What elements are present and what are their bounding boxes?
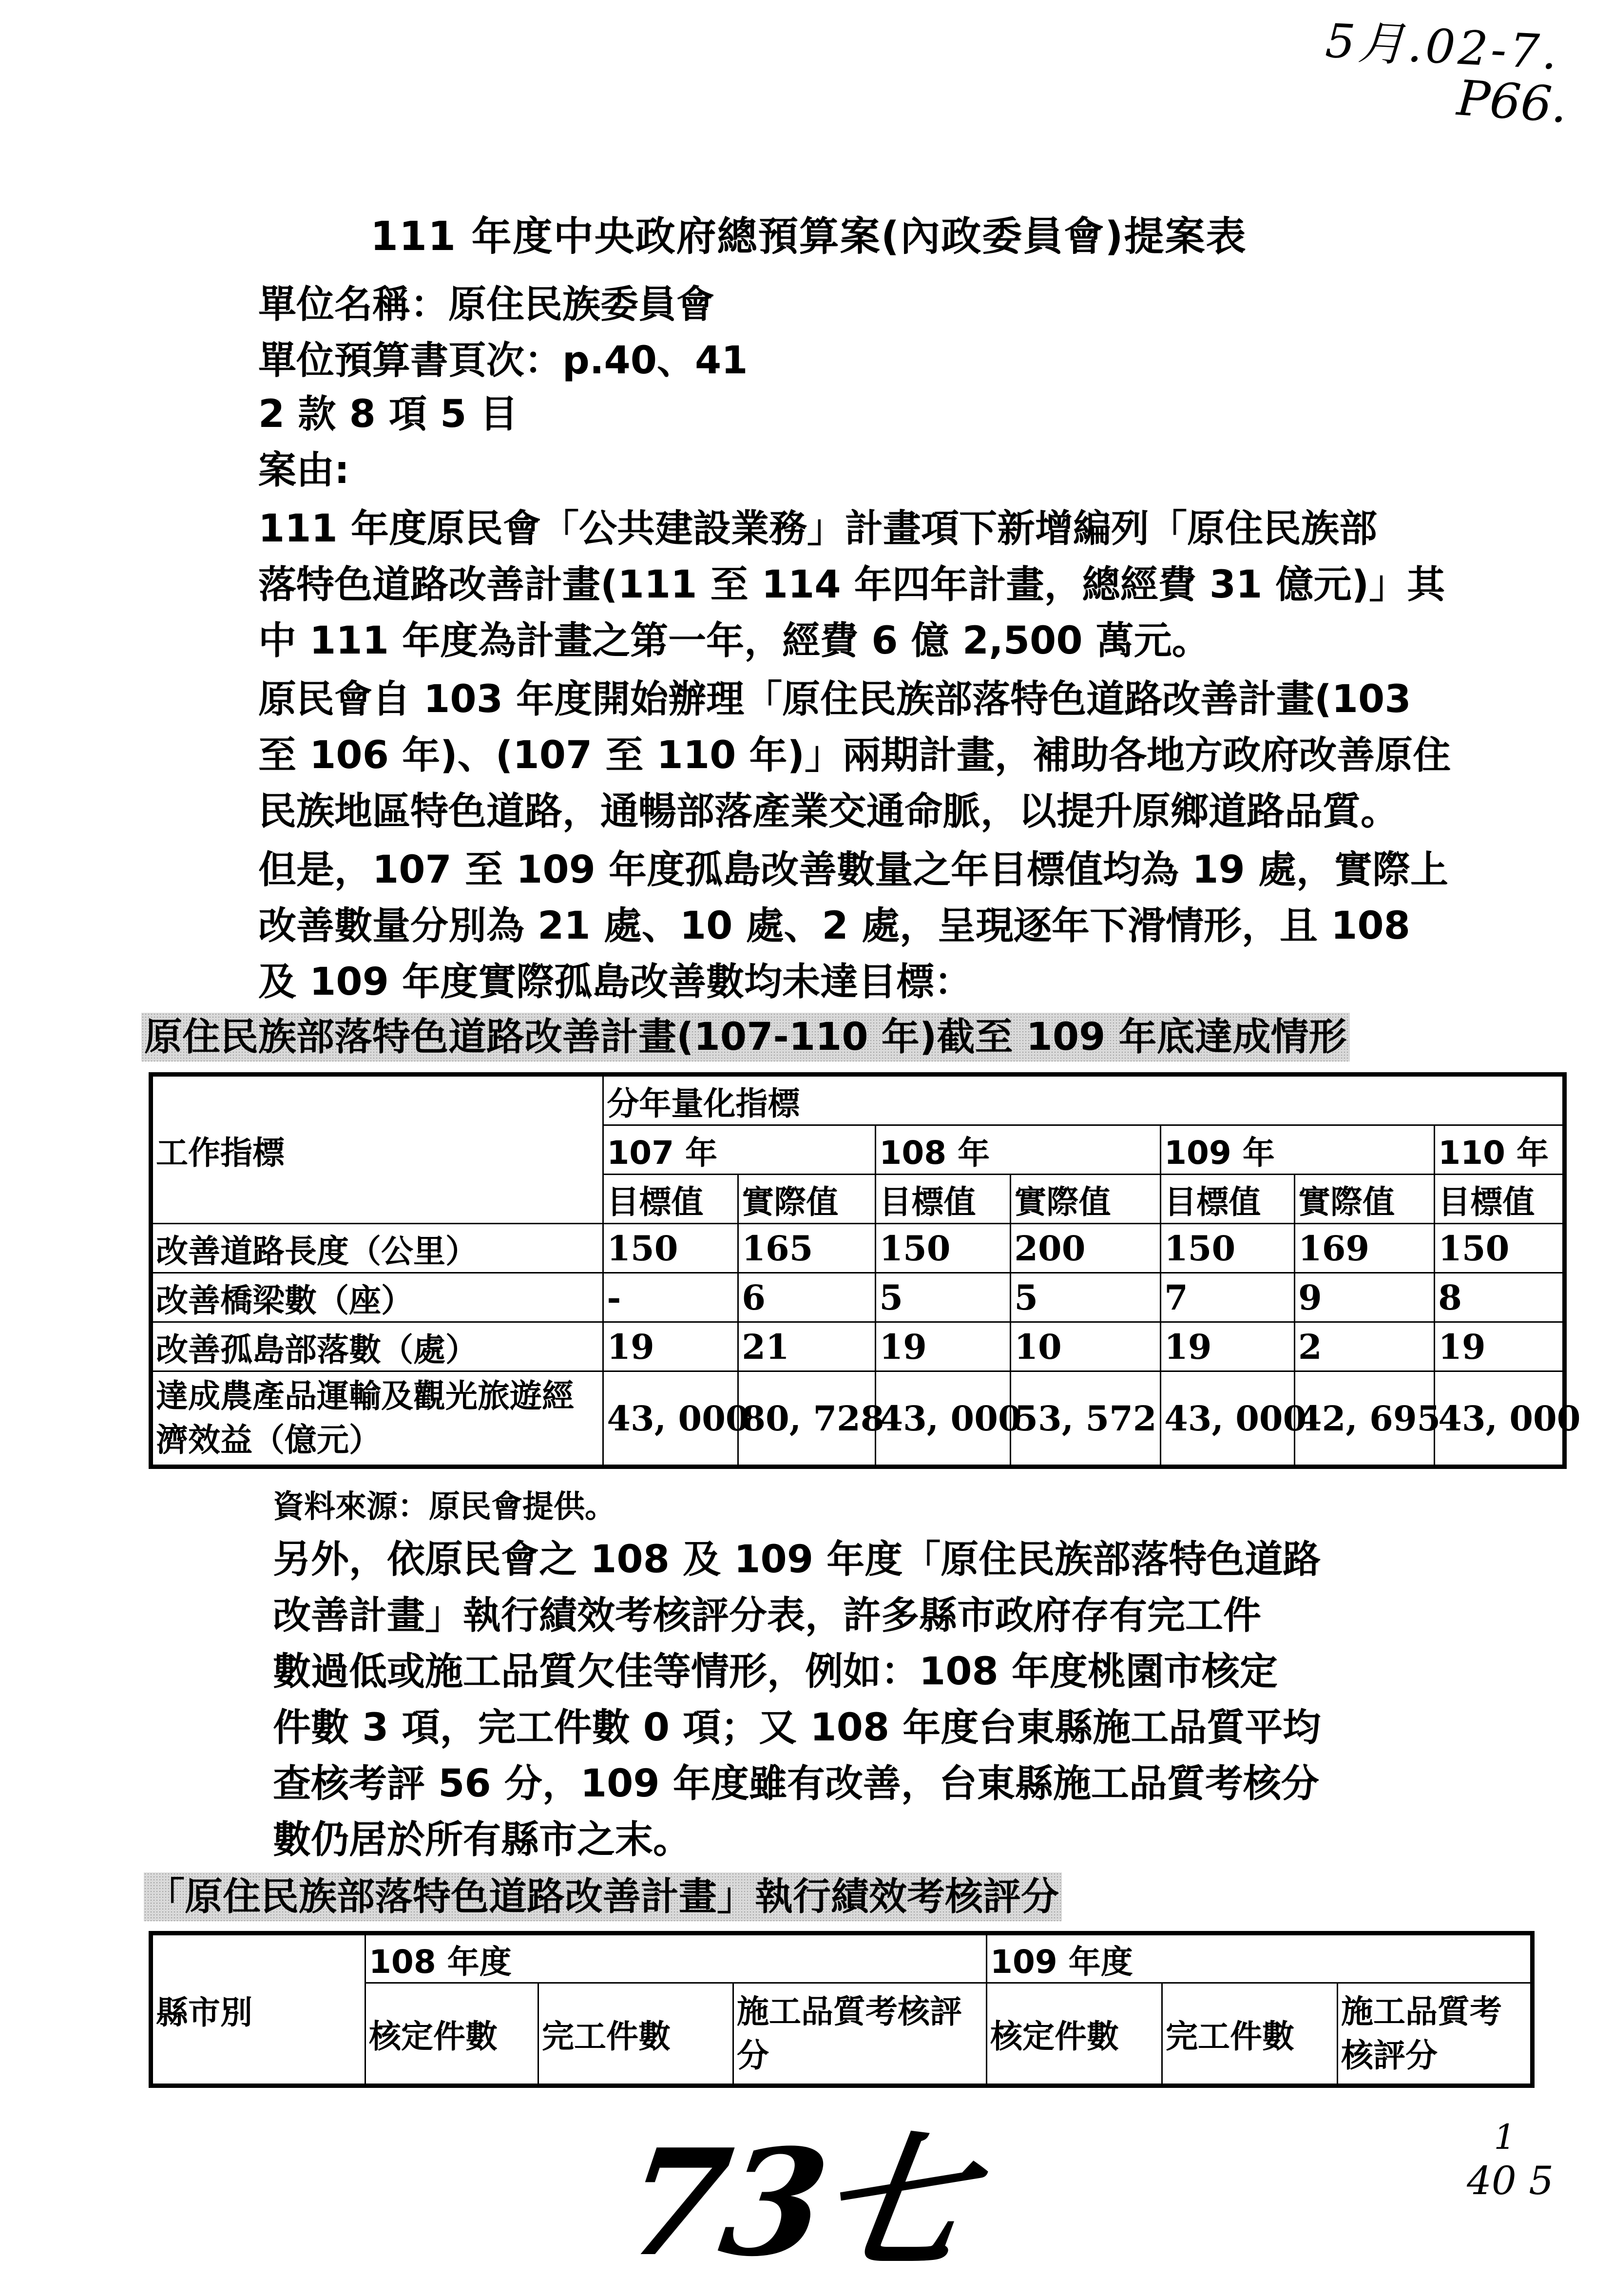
item-code: 2 款 8 項 5 目 (258, 392, 518, 436)
cell: 150 (1435, 1224, 1565, 1273)
cell: 2 (1294, 1322, 1434, 1371)
sub-header: 目標值 (1435, 1175, 1565, 1224)
sub-header: 核定件數 (365, 1983, 538, 2086)
sub-header: 實際值 (738, 1175, 876, 1224)
cell: 80, 728 (738, 1371, 876, 1467)
cell: 53, 572 (1011, 1371, 1161, 1467)
row-label: 改善孤島部落數（處） (151, 1322, 603, 1371)
row-label: 達成農產品運輸及觀光旅遊經濟效益（億元） (151, 1371, 603, 1467)
cell: 150 (603, 1224, 738, 1273)
cell: 43, 000 (603, 1371, 738, 1467)
sub-header: 目標值 (603, 1175, 738, 1224)
unit-name: 單位名稱：原住民族委員會 (258, 283, 715, 327)
year-header: 109 年度 (987, 1933, 1533, 1983)
cell: 43, 000 (1435, 1371, 1565, 1467)
sub-header: 實際值 (1011, 1175, 1161, 1224)
table-row (151, 1224, 1565, 1273)
handwritten-date-stamp: 5月.02-7. (1324, 13, 1561, 80)
cell: 5 (1011, 1273, 1161, 1322)
sub-header: 目標值 (876, 1175, 1011, 1224)
body-line: 改善數量分別為 21 處、10 處、2 處，呈現逐年下滑情形，且 108 (258, 904, 1410, 948)
sub-header: 核定件數 (987, 1983, 1162, 2086)
row-label: 改善橋梁數（座） (151, 1273, 603, 1322)
body-line: 中 111 年度為計畫之第一年，經費 6 億 2,500 萬元。 (258, 619, 1210, 663)
achievement-table (149, 1072, 1581, 1469)
fraction-denominator: 40 5 (1467, 2158, 1554, 2203)
cell: 5 (876, 1273, 1011, 1322)
cell: 8 (1435, 1273, 1565, 1322)
table1-caption: 原住民族部落特色道路改善計畫(107-110 年)截至 109 年底達成情形 (141, 1013, 1350, 1061)
fraction-numerator: 1 (1494, 2117, 1516, 2157)
cell: 169 (1294, 1224, 1434, 1273)
row-header-label: 工作指標 (151, 1075, 603, 1224)
body-line: 數仍居於所有縣市之末。 (273, 1818, 691, 1862)
cell: - (603, 1273, 738, 1322)
body-line: 件數 3 項，完工件數 0 項；又 108 年度台東縣施工品質平均 (273, 1706, 1321, 1750)
sub-header: 目標值 (1161, 1175, 1295, 1224)
body-line: 至 106 年)、(107 至 110 年)」兩期計畫，補助各地方政府改善原住 (258, 733, 1451, 777)
table-row (151, 1273, 1565, 1322)
cell: 42, 695 (1294, 1371, 1434, 1467)
budget-pages: 單位預算書頁次：p.40、41 (258, 339, 748, 383)
cell: 6 (738, 1273, 876, 1322)
reason-label: 案由: (258, 448, 350, 492)
body-line: 數過低或施工品質欠佳等情形，例如：108 年度桃園市核定 (273, 1650, 1278, 1694)
cell: 19 (876, 1322, 1011, 1371)
document-title: 111 年度中央政府總預算案(內政委員會)提案表 (370, 213, 1247, 260)
body-line: 原民會自 103 年度開始辦理「原住民族部落特色道路改善計畫(103 (258, 677, 1411, 721)
cell: 150 (1161, 1224, 1295, 1273)
body-line: 及 109 年度實際孤島改善數均未達目標： (258, 960, 973, 1004)
performance-score-table (149, 1931, 1535, 2088)
sub-header: 完工件數 (1162, 1983, 1338, 2086)
sub-header: 實際值 (1294, 1175, 1434, 1224)
year-header: 109 年 (1161, 1125, 1435, 1175)
year-header: 110 年 (1435, 1125, 1565, 1175)
body-line: 改善計畫」執行績效考核評分表，許多縣市政府存有完工件 (273, 1594, 1262, 1638)
cell: 43, 000 (876, 1371, 1011, 1467)
sub-header: 施工品質考核評分 (733, 1983, 987, 2086)
cell: 200 (1011, 1224, 1161, 1273)
table2-caption: 「原住民族部落特色道路改善計畫」執行績效考核評分 (144, 1872, 1062, 1921)
table-row (151, 1371, 1565, 1467)
source-note: 資料來源：原民會提供。 (273, 1489, 616, 1525)
body-line: 但是，107 至 109 年度孤島改善數量之年目標值均為 19 處，實際上 (258, 848, 1448, 892)
body-line: 另外，依原民會之 108 及 109 年度「原住民族部落特色道路 (273, 1538, 1321, 1582)
cell: 10 (1011, 1322, 1161, 1371)
cell: 19 (1435, 1322, 1565, 1371)
cell: 165 (738, 1224, 876, 1273)
body-line: 落特色道路改善計畫(111 至 114 年四年計畫，總經費 31 億元)」其 (258, 563, 1445, 607)
cell: 9 (1294, 1273, 1434, 1322)
sub-header: 施工品質考核評分 (1338, 1983, 1533, 2086)
cell: 7 (1161, 1273, 1295, 1322)
year-header: 108 年度 (365, 1933, 987, 1983)
body-line: 查核考評 56 分，109 年度雖有改善，台東縣施工品質考核分 (273, 1762, 1319, 1806)
year-header: 108 年 (876, 1125, 1161, 1175)
handwritten-page-note: P66. (1455, 69, 1570, 134)
row-header-label: 縣市別 (151, 1933, 365, 2086)
body-line: 111 年度原民會「公共建設業務」計畫項下新增編列「原住民族部 (258, 507, 1377, 551)
row-label: 改善道路長度（公里） (151, 1224, 603, 1273)
year-header: 107 年 (603, 1125, 876, 1175)
sub-header: 完工件數 (538, 1983, 733, 2086)
cell: 19 (603, 1322, 738, 1371)
body-line: 民族地區特色道路，通暢部落產業交通命脈，以提升原鄉道路品質。 (258, 790, 1399, 833)
handwritten-corner-fraction (1467, 2115, 1554, 2203)
cell: 43, 000 (1161, 1371, 1295, 1467)
handwritten-bottom-number: 73七 (614, 2117, 974, 2289)
table-row (151, 1322, 1565, 1371)
cell: 21 (738, 1322, 876, 1371)
group-header: 分年量化指標 (603, 1075, 1565, 1125)
cell: 150 (876, 1224, 1011, 1273)
cell: 19 (1161, 1322, 1295, 1371)
